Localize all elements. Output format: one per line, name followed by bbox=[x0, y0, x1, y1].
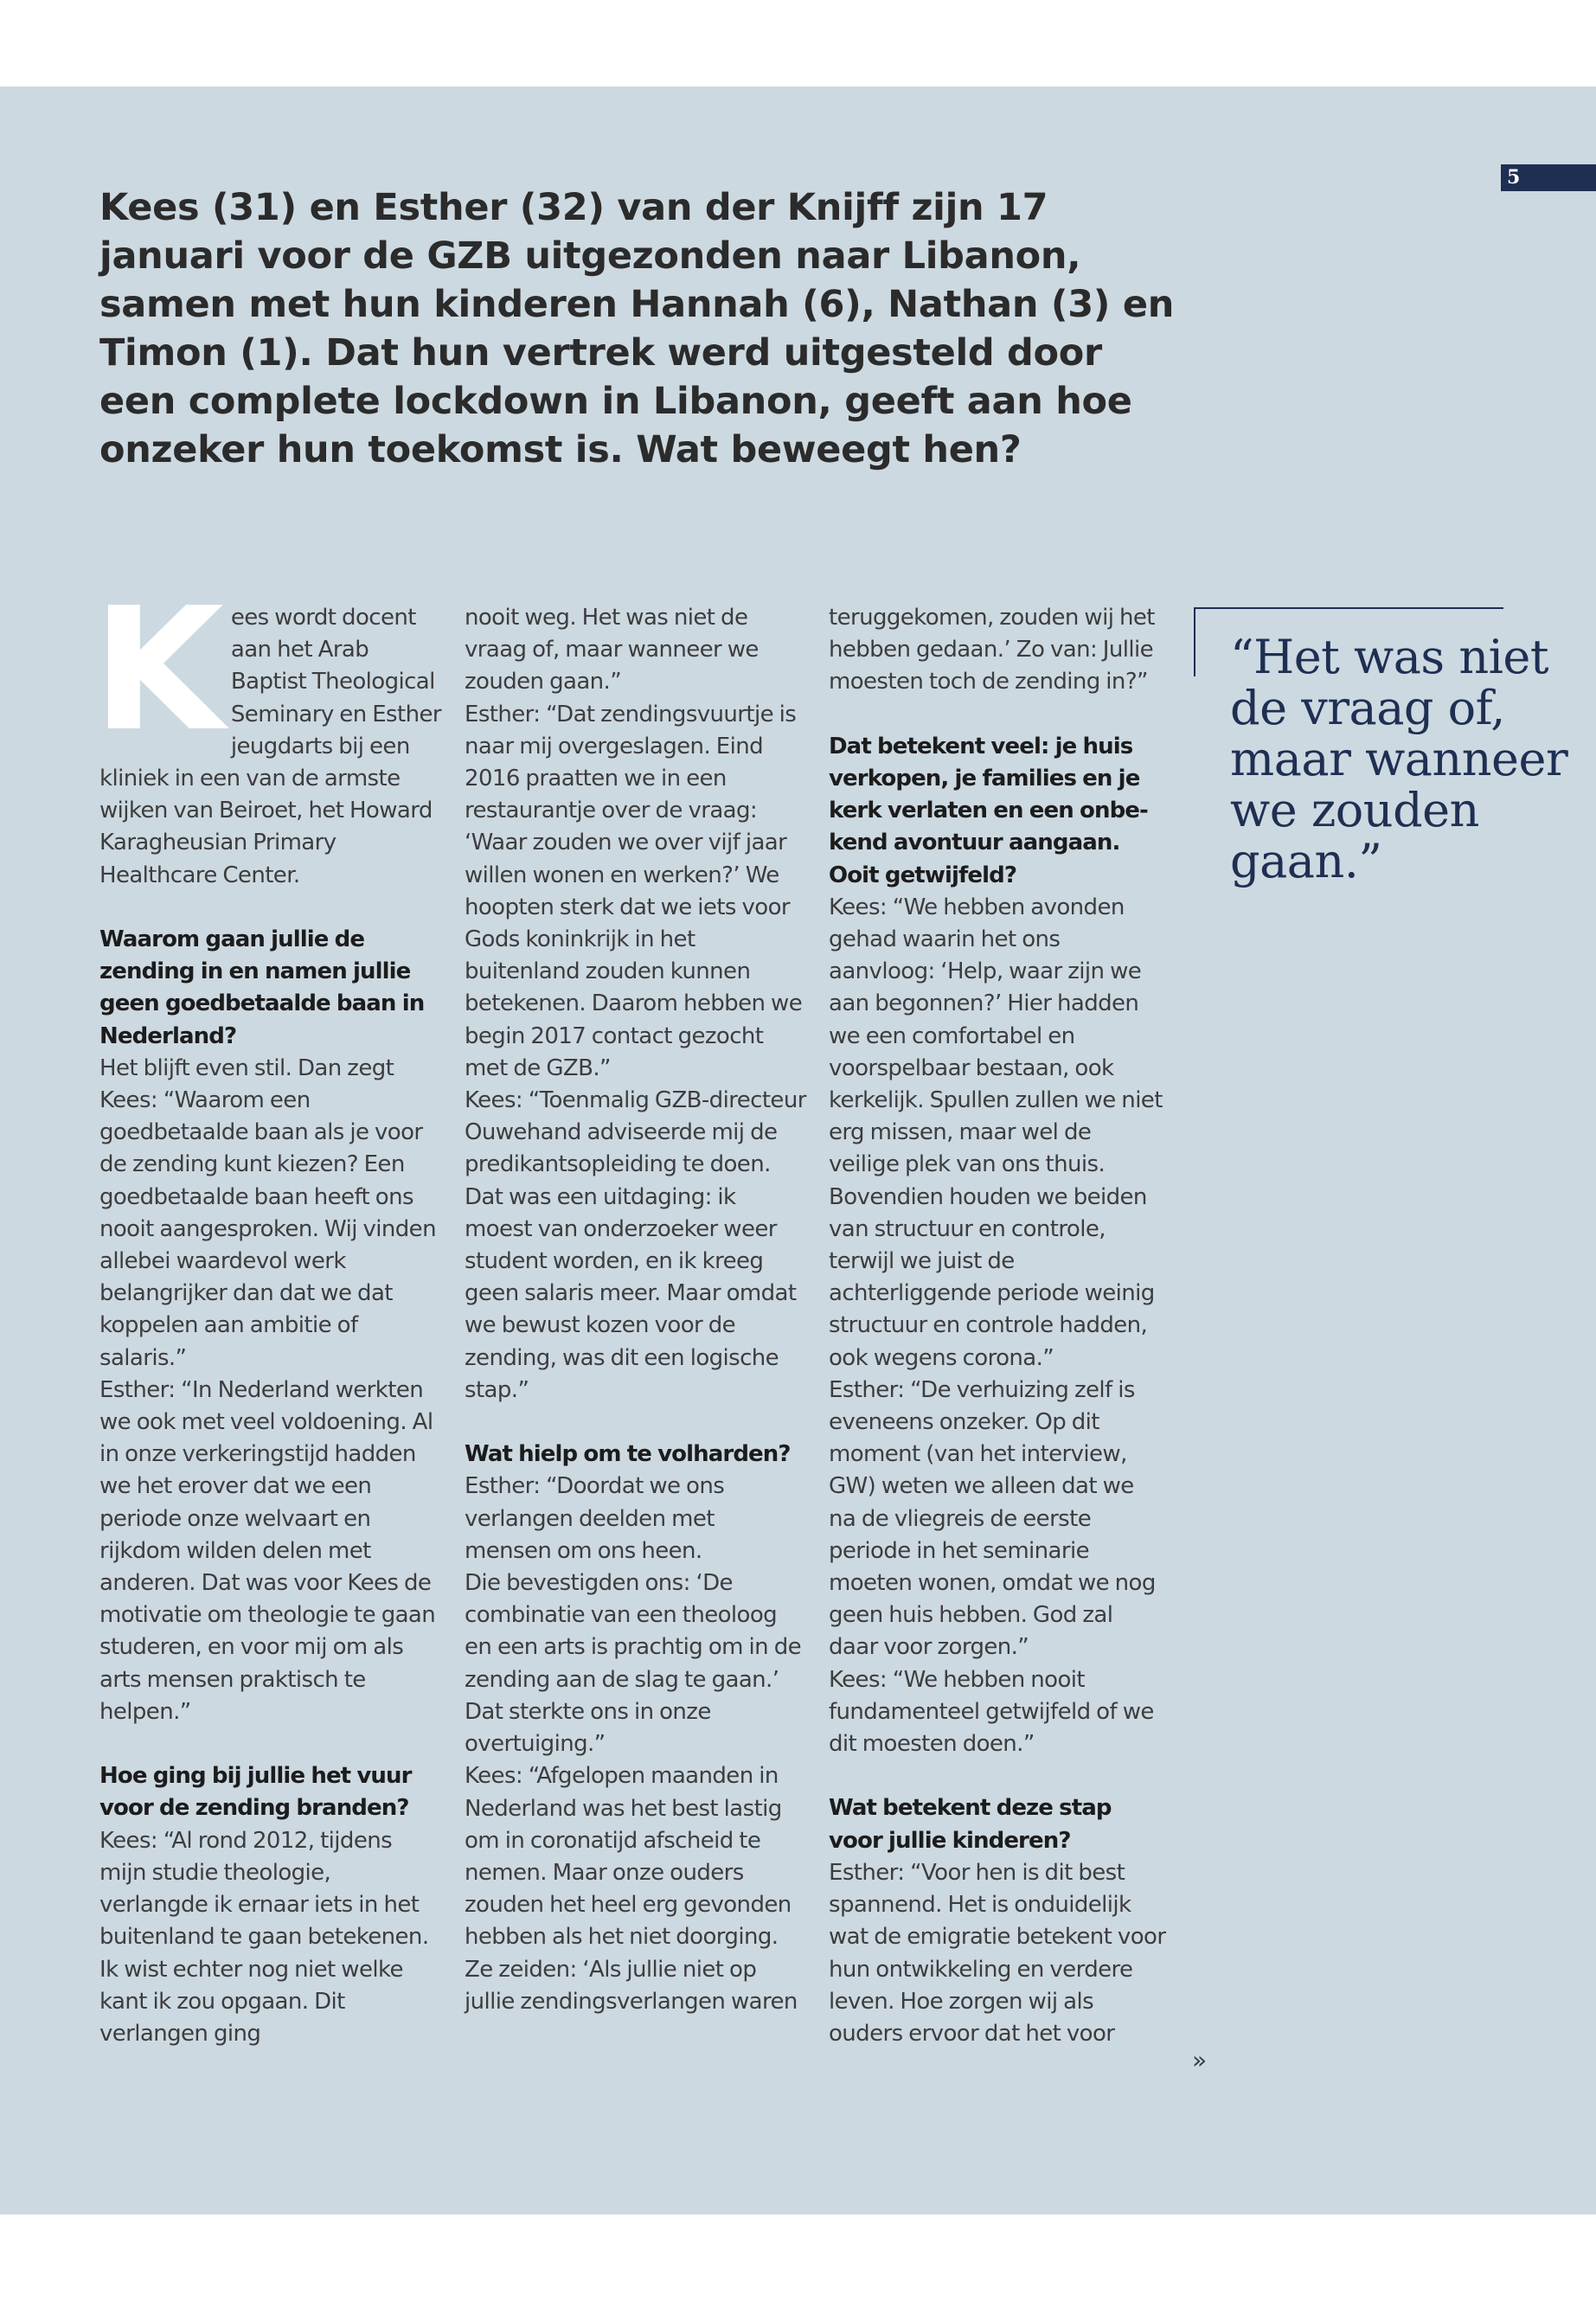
pull-quote-rule-top bbox=[1194, 607, 1503, 609]
paragraph: Het blijft even stil. Dan zegt Kees: “Waarom een goedbetaalde baan als je voor de zending kunt kiezen? Een goedbetaalde baan heeft ons nooit aangesproken. Wij vinden allebei waardevol werk belangrijker dan dat we dat koppelen aan ambitie of salaris.” bbox=[99, 1054, 436, 1371]
paragraph: Kees: “Afgelopen maanden in Nederland was het best lastig om in coronatijd afscheid te nemen. Maar onze ouders zouden het heel erg gevonden hebben als het niet doorging. Ze zeiden: ‘Als jullie niet op jullie zendingsverlangen waren bbox=[465, 1763, 798, 2015]
article-column-1 bbox=[93, 572, 441, 2050]
paragraph: Kees: “Al rond 2012, tijdens mijn studie theologie, verlangde ik ernaar iets in het buitenland te gaan betekenen. Ik wist echter nog niet welke kant ik zou opgaan. Dit verlangen ging bbox=[99, 1827, 429, 2047]
question-heading: Waarom gaan jullie de zending in en namen jullie geen goedbetaalde baan in Nederland? bbox=[99, 926, 425, 1049]
pull-quote: “Het was niet de vraag of, maar wanneer we zouden gaan.” bbox=[1230, 630, 1568, 888]
article-column-3 bbox=[829, 602, 1166, 2050]
paragraph: teruggekomen, zouden wij het hebben gedaan.’ Zo van: Jullie moesten toch de zending in?” bbox=[829, 605, 1155, 695]
question-heading: Wat hielp om te volharden? bbox=[465, 1441, 791, 1468]
paragraph: Esther: “In Nederland werkten we ook met veel voldoening. Al in onze verkeringstijd hadden we het erover dat we een periode onze welvaart en rijkdom wilden delen met anderen. Dat was voor Kees de motivatie om theologie te gaan studeren, en voor mij om als arts mensen praktisch te helpen.” bbox=[99, 1376, 436, 1725]
article-column-2 bbox=[465, 602, 806, 2018]
paragraph: Kees: “Toenmalig GZB-directeur Ouwehand adviseerde mij de predikantsopleiding te doen. Dat was een uitdaging: ik moest van onderzoeker weer student worden, en ik kreeg geen salaris meer. Maar omdat we bewust kozen voor de zending, was dit een logische stap.” bbox=[465, 1087, 806, 1403]
question-heading: Dat betekent veel: je huis verkopen, je families en je kerk verlaten en een onbe-kend avontuur aangaan. Ooit getwijfeld? bbox=[829, 733, 1148, 888]
paragraph: Die bevestigden ons: ‘De combinatie van een theoloog en een arts is prachtig om in de zending aan de slag te gaan.’ Dat sterkte ons in onze overtuiging.” bbox=[465, 1570, 801, 1758]
drop-cap: K bbox=[93, 572, 224, 769]
paragraph: Esther: “De verhuizing zelf is eveneens onzeker. Op dit moment (van het interview, GW) weten we alleen dat we na de vliegreis de eerste periode in het seminarie moeten wonen, omdat we nog geen huis hebben. God zal daar voor zorgen.” bbox=[829, 1376, 1156, 1661]
paragraph: Kees: “We hebben nooit fundamenteel getwijfeld of we dit moesten doen.” bbox=[829, 1666, 1154, 1758]
paragraph: ees wordt docent aan het Arab Baptist Theological Seminary en Esther jeugdarts bij een kliniek in een van de armste wijken van Beiroet, het Howard Karagheusian Primary Healthcare Center. bbox=[99, 605, 441, 888]
paragraph: Esther: “Dat zendingsvuurtje is naar mij overgeslagen. Eind 2016 praatten we in een restaurantje over de vraag: ‘Waar zouden we over vijf jaar willen wonen en werken?’ We hoopten sterk dat we iets voor Gods koninkrijk in het buitenland zouden kunnen betekenen. Daarom hebben we begin 2017 contact gezocht met de GZB.” bbox=[465, 701, 803, 1081]
paragraph: Esther: “Doordat we ons verlangen deelden met mensen om ons heen. bbox=[465, 1473, 725, 1564]
page-number: 5 bbox=[1507, 166, 1521, 189]
pull-quote-rule-left bbox=[1194, 607, 1195, 676]
paragraph: Kees: “We hebben avonden gehad waarin het ons aanvloog: ‘Help, waar zijn we aan begonnen?’ Hier hadden we een comfortabel en voorspelbaar bestaan, ook kerkelijk. Spullen zullen we niet erg missen, maar wel de veilige plek van ons thuis. Bovendien houden we beiden van structuur en controle, terwijl we juist de achterliggende periode weinig structuur en controle hadden, ook wegens corona.” bbox=[829, 894, 1163, 1371]
paragraph: nooit weg. Het was niet de vraag of, maar wanneer we zouden gaan.” bbox=[465, 605, 759, 695]
question-heading: Hoe ging bij jullie het vuur voor de zending branden? bbox=[99, 1763, 412, 1822]
paragraph: Esther: “Voor hen is dit best spannend. Het is onduidelijk wat de emigratie betekent voor hun ontwikkeling en verdere leven. Hoe zorgen wij als ouders ervoor dat het voor bbox=[829, 1859, 1166, 2047]
question-heading: Wat betekent deze stap voor jullie kinderen? bbox=[829, 1795, 1112, 1854]
article-intro: Kees (31) en Esther (32) van der Knijff zijn 17 januari voor de GZB uitgezonden naar Libanon, samen met hun kinderen Hannah (6), Nathan (3) en Timon (1). Dat hun vertrek werd uitgesteld door een complete lockdown in Libanon, geeft aan hoe onzeker hun toekomst is. Wat beweegt hen? bbox=[99, 186, 1175, 471]
continue-arrow-icon: » bbox=[1192, 2046, 1208, 2074]
